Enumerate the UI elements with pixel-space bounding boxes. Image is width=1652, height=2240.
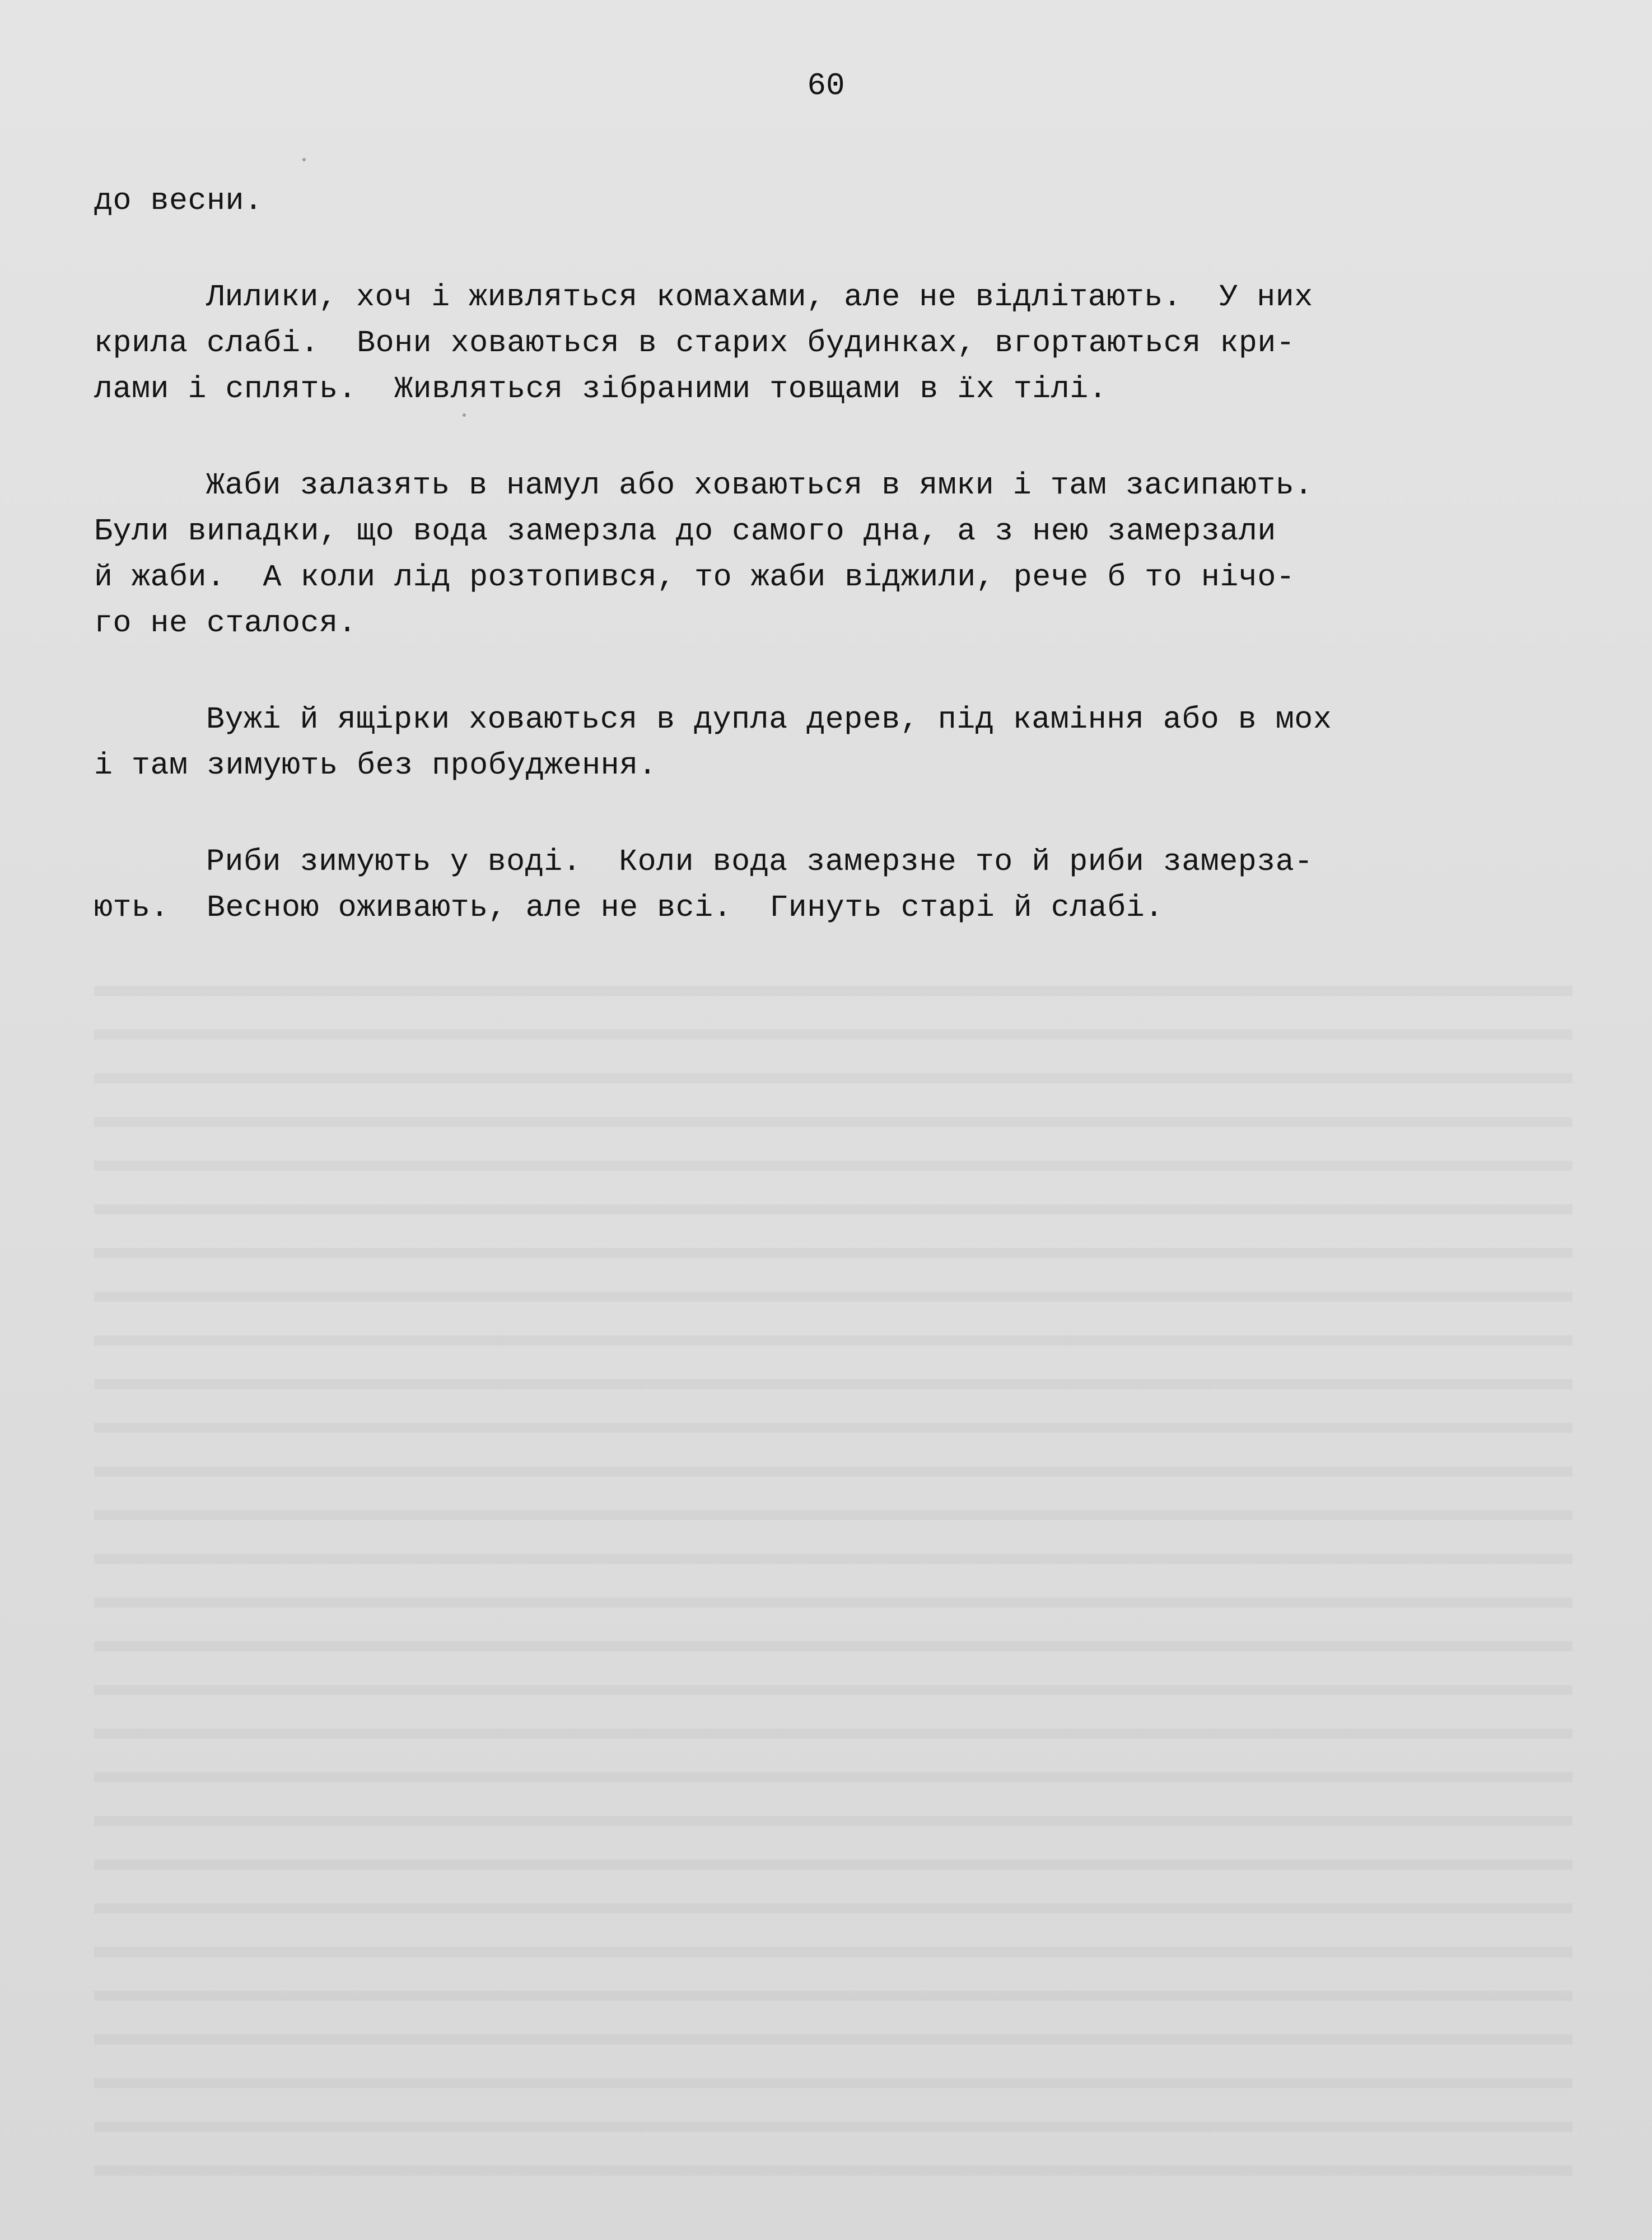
- ink-speck: [463, 413, 466, 417]
- paragraph: [94, 839, 1572, 931]
- text-line: лами і сплять. Живляться зібраними товщами в їх тілі.: [94, 371, 1108, 407]
- bleed-through-background: [94, 952, 1572, 2185]
- text-line: Вужі й ящірки ховаються в дупла дерев, під каміння або в мох: [206, 702, 1332, 737]
- text-line: крила слабі. Вони ховаються в старих будинках, вгортаються кри-: [94, 325, 1295, 361]
- text-line: і там зимують без пробудження.: [94, 748, 657, 783]
- paragraph: [94, 463, 1572, 646]
- paragraph: [94, 697, 1572, 789]
- text-line: ють. Весною оживають, але не всі. Гинуть старі й слабі.: [94, 890, 1164, 925]
- text-line: до весни.: [94, 183, 263, 218]
- text-line: Жаби залазять в намул або ховаються в ямки і там засипають.: [206, 468, 1313, 503]
- page-number: 60: [807, 68, 845, 104]
- paragraph: [94, 178, 1572, 224]
- text-line: Були випадки, що вода замерзла до самого дна, а з нею замерзали: [94, 514, 1276, 549]
- text-line: Лилики, хоч і живляться комахами, але не відлітають. У них: [206, 280, 1313, 315]
- text-line: го не сталося.: [94, 606, 357, 641]
- ink-speck: [302, 158, 306, 161]
- text-line: Риби зимують у воді. Коли вода замерзне то й риби замерза-: [206, 844, 1313, 879]
- text-line: й жаби. А коли лід розтопився, то жаби віджили, рече б то нічо-: [94, 560, 1295, 595]
- body-text: [94, 178, 1572, 931]
- paragraph: [94, 274, 1572, 412]
